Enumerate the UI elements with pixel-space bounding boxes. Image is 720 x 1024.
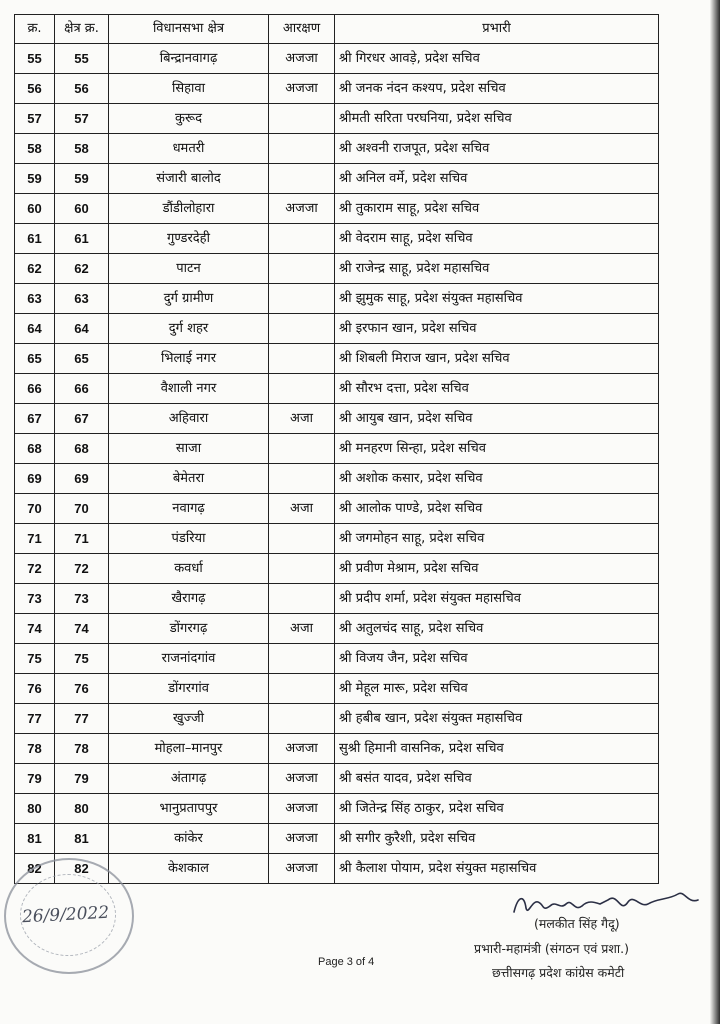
cell-serial: 61 bbox=[15, 224, 55, 254]
cell-constituency-no: 67 bbox=[55, 404, 109, 434]
cell-serial: 65 bbox=[15, 344, 55, 374]
cell-serial: 72 bbox=[15, 554, 55, 584]
cell-incharge: श्री सौरभ दत्ता, प्रदेश सचिव bbox=[335, 374, 659, 404]
cell-incharge: श्री शिबली मिराज खान, प्रदेश सचिव bbox=[335, 344, 659, 374]
cell-constituency-name: डोंगरगांव bbox=[109, 674, 269, 704]
cell-serial: 82 bbox=[15, 854, 55, 884]
cell-constituency-no: 60 bbox=[55, 194, 109, 224]
table-row bbox=[15, 284, 659, 314]
cell-incharge: श्री मनहरण सिन्हा, प्रदेश सचिव bbox=[335, 434, 659, 464]
cell-incharge: श्री जनक नंदन कश्यप, प्रदेश सचिव bbox=[335, 74, 659, 104]
cell-reservation: अजजा bbox=[269, 44, 335, 74]
table-row bbox=[15, 644, 659, 674]
cell-constituency-no: 65 bbox=[55, 344, 109, 374]
table-row bbox=[15, 224, 659, 254]
cell-serial: 81 bbox=[15, 824, 55, 854]
cell-constituency-no: 73 bbox=[55, 584, 109, 614]
cell-incharge: श्री इरफान खान, प्रदेश सचिव bbox=[335, 314, 659, 344]
cell-reservation: अजा bbox=[269, 404, 335, 434]
header-reservation: आरक्षण bbox=[269, 15, 335, 44]
cell-incharge: श्री अशोक कसार, प्रदेश सचिव bbox=[335, 464, 659, 494]
cell-constituency-no: 68 bbox=[55, 434, 109, 464]
cell-serial: 59 bbox=[15, 164, 55, 194]
cell-reservation: अजजा bbox=[269, 194, 335, 224]
cell-constituency-no: 70 bbox=[55, 494, 109, 524]
cell-incharge: श्री अनिल वर्मे, प्रदेश सचिव bbox=[335, 164, 659, 194]
header-incharge: प्रभारी bbox=[335, 15, 659, 44]
cell-constituency-name: पाटन bbox=[109, 254, 269, 284]
table-row bbox=[15, 554, 659, 584]
cell-reservation bbox=[269, 104, 335, 134]
cell-constituency-name: दुर्ग शहर bbox=[109, 314, 269, 344]
cell-constituency-no: 79 bbox=[55, 764, 109, 794]
cell-reservation bbox=[269, 344, 335, 374]
cell-serial: 73 bbox=[15, 584, 55, 614]
cell-incharge: श्रीमती सरिता परघनिया, प्रदेश सचिव bbox=[335, 104, 659, 134]
cell-constituency-no: 77 bbox=[55, 704, 109, 734]
signatory-name: (मलकीत सिंह गैदू) bbox=[534, 916, 620, 931]
cell-serial: 66 bbox=[15, 374, 55, 404]
table-row bbox=[15, 674, 659, 704]
table-row bbox=[15, 74, 659, 104]
cell-serial: 75 bbox=[15, 644, 55, 674]
cell-serial: 76 bbox=[15, 674, 55, 704]
cell-reservation bbox=[269, 524, 335, 554]
cell-constituency-name: वैशाली नगर bbox=[109, 374, 269, 404]
cell-serial: 78 bbox=[15, 734, 55, 764]
cell-constituency-name: बेमेतरा bbox=[109, 464, 269, 494]
page-number: Page 3 of 4 bbox=[318, 956, 375, 968]
cell-reservation: अजा bbox=[269, 494, 335, 524]
cell-incharge: श्री आलोक पाण्डे, प्रदेश सचिव bbox=[335, 494, 659, 524]
cell-serial: 56 bbox=[15, 74, 55, 104]
cell-constituency-no: 78 bbox=[55, 734, 109, 764]
cell-incharge: श्री बसंत यादव, प्रदेश सचिव bbox=[335, 764, 659, 794]
cell-reservation bbox=[269, 464, 335, 494]
table-row bbox=[15, 434, 659, 464]
cell-serial: 63 bbox=[15, 284, 55, 314]
cell-constituency-name: नवागढ़ bbox=[109, 494, 269, 524]
cell-constituency-name: पंडरिया bbox=[109, 524, 269, 554]
table-row bbox=[15, 194, 659, 224]
cell-constituency-name: डोंगरगढ़ bbox=[109, 614, 269, 644]
cell-constituency-no: 62 bbox=[55, 254, 109, 284]
cell-constituency-name: भिलाई नगर bbox=[109, 344, 269, 374]
cell-constituency-name: मोहला–मानपुर bbox=[109, 734, 269, 764]
scan-edge-shadow bbox=[710, 0, 720, 1024]
cell-constituency-no: 76 bbox=[55, 674, 109, 704]
cell-constituency-no: 66 bbox=[55, 374, 109, 404]
cell-incharge: श्री झुमुक साहू, प्रदेश संयुक्त महासचिव bbox=[335, 284, 659, 314]
cell-reservation bbox=[269, 434, 335, 464]
cell-incharge: श्री आयुब खान, प्रदेश सचिव bbox=[335, 404, 659, 434]
cell-reservation bbox=[269, 164, 335, 194]
cell-incharge: श्री प्रवीण मेश्राम, प्रदेश सचिव bbox=[335, 554, 659, 584]
header-serial: क्र. bbox=[15, 15, 55, 44]
cell-constituency-no: 64 bbox=[55, 314, 109, 344]
cell-constituency-name: डौंडीलोहारा bbox=[109, 194, 269, 224]
cell-serial: 79 bbox=[15, 764, 55, 794]
cell-constituency-name: दुर्ग ग्रामीण bbox=[109, 284, 269, 314]
cell-serial: 57 bbox=[15, 104, 55, 134]
cell-incharge: श्री गिरधर आवड़े, प्रदेश सचिव bbox=[335, 44, 659, 74]
table-row bbox=[15, 614, 659, 644]
cell-serial: 68 bbox=[15, 434, 55, 464]
cell-constituency-name: खुज्जी bbox=[109, 704, 269, 734]
cell-serial: 62 bbox=[15, 254, 55, 284]
table-row bbox=[15, 104, 659, 134]
cell-serial: 60 bbox=[15, 194, 55, 224]
table-row bbox=[15, 824, 659, 854]
cell-reservation: अजजा bbox=[269, 764, 335, 794]
cell-serial: 70 bbox=[15, 494, 55, 524]
cell-constituency-no: 63 bbox=[55, 284, 109, 314]
cell-incharge: सुश्री हिमानी वासनिक, प्रदेश सचिव bbox=[335, 734, 659, 764]
table-row bbox=[15, 314, 659, 344]
cell-constituency-no: 69 bbox=[55, 464, 109, 494]
cell-serial: 67 bbox=[15, 404, 55, 434]
cell-incharge: श्री मेहूल मारू, प्रदेश सचिव bbox=[335, 674, 659, 704]
cell-reservation: अजजा bbox=[269, 854, 335, 884]
cell-constituency-name: कवर्धा bbox=[109, 554, 269, 584]
cell-constituency-name: कांकेर bbox=[109, 824, 269, 854]
cell-reservation bbox=[269, 584, 335, 614]
cell-constituency-no: 61 bbox=[55, 224, 109, 254]
cell-reservation bbox=[269, 254, 335, 284]
cell-constituency-name: संजारी बालोद bbox=[109, 164, 269, 194]
cell-constituency-no: 56 bbox=[55, 74, 109, 104]
table-row bbox=[15, 494, 659, 524]
cell-constituency-name: अहिवारा bbox=[109, 404, 269, 434]
cell-incharge: श्री सगीर कुरैशी, प्रदेश सचिव bbox=[335, 824, 659, 854]
cell-constituency-no: 74 bbox=[55, 614, 109, 644]
cell-incharge: श्री राजेन्द्र साहू, प्रदेश महासचिव bbox=[335, 254, 659, 284]
cell-constituency-no: 80 bbox=[55, 794, 109, 824]
table-header-row bbox=[15, 15, 659, 44]
table-row bbox=[15, 464, 659, 494]
cell-incharge: श्री विजय जैन, प्रदेश सचिव bbox=[335, 644, 659, 674]
table-row bbox=[15, 254, 659, 284]
table-row bbox=[15, 764, 659, 794]
cell-incharge: श्री कैलाश पोयाम, प्रदेश संयुक्त महासचिव bbox=[335, 854, 659, 884]
cell-incharge: श्री प्रदीप शर्मा, प्रदेश संयुक्त महासचिव bbox=[335, 584, 659, 614]
header-constituency-no: क्षेत्र क्र. bbox=[55, 15, 109, 44]
table-row bbox=[15, 794, 659, 824]
cell-reservation bbox=[269, 314, 335, 344]
cell-constituency-name: धमतरी bbox=[109, 134, 269, 164]
cell-constituency-no: 72 bbox=[55, 554, 109, 584]
cell-constituency-name: बिन्द्रानवागढ़ bbox=[109, 44, 269, 74]
signatory-organization: छत्तीसगढ़ प्रदेश कांग्रेस कमेटी bbox=[492, 965, 625, 980]
table-row bbox=[15, 524, 659, 554]
cell-constituency-name: गुण्डरदेही bbox=[109, 224, 269, 254]
cell-constituency-no: 82 bbox=[55, 854, 109, 884]
cell-reservation bbox=[269, 554, 335, 584]
cell-incharge: श्री अश्वनी राजपूत, प्रदेश सचिव bbox=[335, 134, 659, 164]
cell-constituency-name: अंतागढ़ bbox=[109, 764, 269, 794]
table-row bbox=[15, 404, 659, 434]
cell-constituency-no: 58 bbox=[55, 134, 109, 164]
cell-serial: 64 bbox=[15, 314, 55, 344]
cell-constituency-name: राजनांदगांव bbox=[109, 644, 269, 674]
cell-constituency-name: सिहावा bbox=[109, 74, 269, 104]
table-row bbox=[15, 374, 659, 404]
table-body bbox=[15, 44, 659, 884]
cell-reservation: अजजा bbox=[269, 734, 335, 764]
cell-incharge: श्री वेदराम साहू, प्रदेश सचिव bbox=[335, 224, 659, 254]
table-row bbox=[15, 164, 659, 194]
table-row bbox=[15, 134, 659, 164]
cell-serial: 58 bbox=[15, 134, 55, 164]
cell-reservation: अजा bbox=[269, 614, 335, 644]
table-row bbox=[15, 584, 659, 614]
table-row bbox=[15, 734, 659, 764]
cell-reservation bbox=[269, 224, 335, 254]
header-constituency: विधानसभा क्षेत्र bbox=[109, 15, 269, 44]
cell-constituency-name: केशकाल bbox=[109, 854, 269, 884]
cell-constituency-no: 81 bbox=[55, 824, 109, 854]
signatory-title: प्रभारी-महामंत्री (संगठन एवं प्रशा.) bbox=[474, 941, 630, 956]
cell-constituency-name: कुरूद bbox=[109, 104, 269, 134]
cell-incharge: श्री हबीब खान, प्रदेश संयुक्त महासचिव bbox=[335, 704, 659, 734]
cell-serial: 55 bbox=[15, 44, 55, 74]
cell-reservation: अजजा bbox=[269, 794, 335, 824]
cell-incharge: श्री अतुलचंद साहू, प्रदेश सचिव bbox=[335, 614, 659, 644]
cell-constituency-no: 55 bbox=[55, 44, 109, 74]
cell-constituency-no: 71 bbox=[55, 524, 109, 554]
cell-constituency-name: खैरागढ़ bbox=[109, 584, 269, 614]
cell-constituency-no: 59 bbox=[55, 164, 109, 194]
cell-reservation bbox=[269, 644, 335, 674]
table-row bbox=[15, 44, 659, 74]
cell-serial: 71 bbox=[15, 524, 55, 554]
cell-reservation bbox=[269, 284, 335, 314]
cell-incharge: श्री जगमोहन साहू, प्रदेश सचिव bbox=[335, 524, 659, 554]
cell-reservation bbox=[269, 134, 335, 164]
cell-constituency-no: 57 bbox=[55, 104, 109, 134]
cell-constituency-name: साजा bbox=[109, 434, 269, 464]
cell-serial: 80 bbox=[15, 794, 55, 824]
cell-reservation bbox=[269, 674, 335, 704]
cell-reservation bbox=[269, 704, 335, 734]
cell-serial: 69 bbox=[15, 464, 55, 494]
cell-serial: 77 bbox=[15, 704, 55, 734]
cell-constituency-no: 75 bbox=[55, 644, 109, 674]
incharge-table bbox=[14, 14, 659, 884]
table-row bbox=[15, 704, 659, 734]
cell-reservation bbox=[269, 374, 335, 404]
cell-reservation: अजजा bbox=[269, 824, 335, 854]
cell-reservation: अजजा bbox=[269, 74, 335, 104]
cell-incharge: श्री जितेन्द्र सिंह ठाकुर, प्रदेश सचिव bbox=[335, 794, 659, 824]
table-row bbox=[15, 344, 659, 374]
cell-constituency-name: भानुप्रतापपुर bbox=[109, 794, 269, 824]
cell-serial: 74 bbox=[15, 614, 55, 644]
stamp-date: 26/9/2022 bbox=[21, 902, 110, 928]
cell-incharge: श्री तुकाराम साहू, प्रदेश सचिव bbox=[335, 194, 659, 224]
